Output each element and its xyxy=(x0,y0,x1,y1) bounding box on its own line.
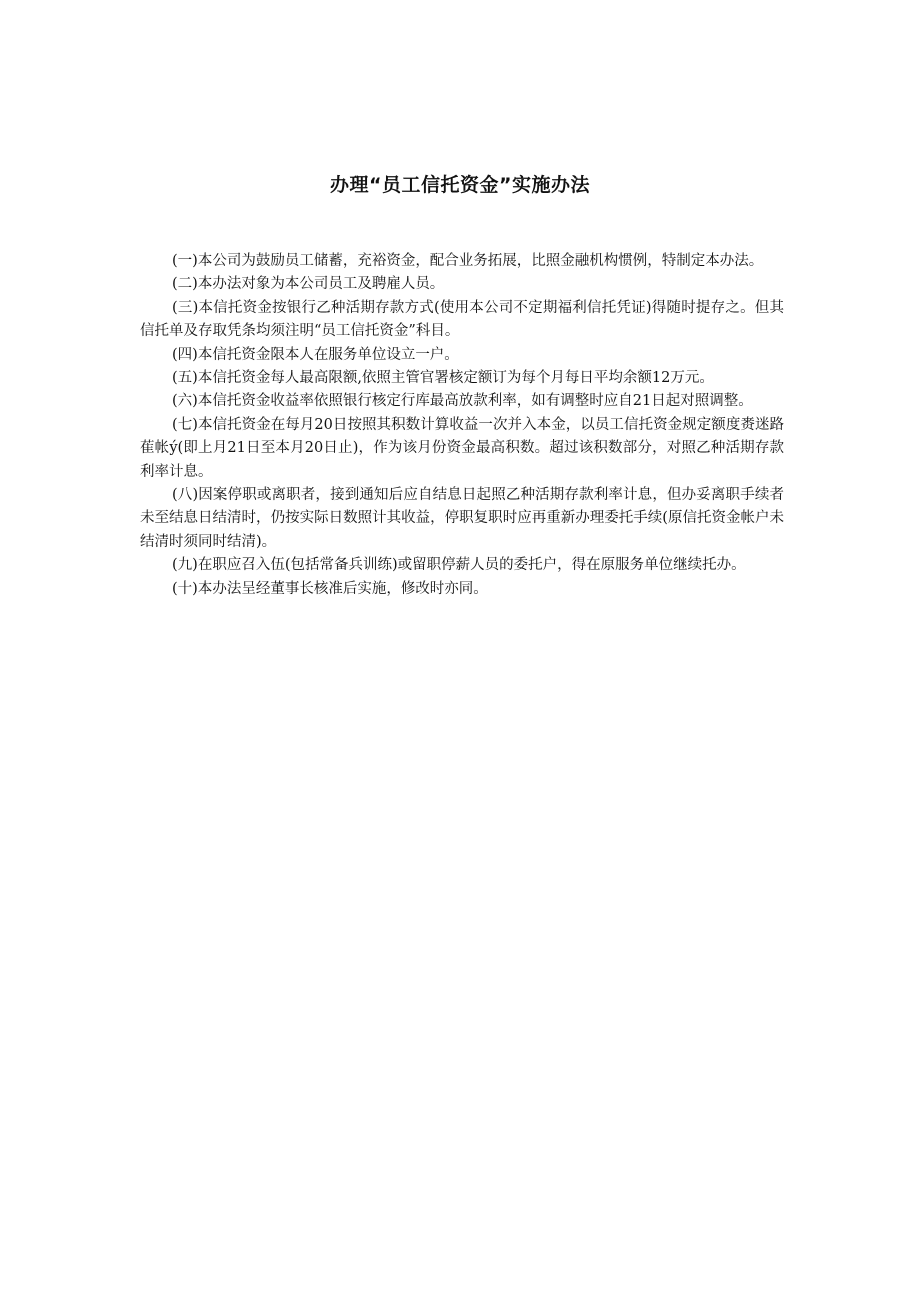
clause-9: (九)在职应召入伍(包括常备兵训练)或留职停薪人员的委托户，得在原服务单位继续托办。 xyxy=(172,557,746,574)
clause-2: (二)本办法对象为本公司员工及聘雇人员。 xyxy=(172,276,445,293)
document-title: 办理“员工信托资金”实施办法 xyxy=(330,174,590,196)
clause-6: (六)本信托资金收益率依照银行核定行库最高放款利率，如有调整时应自21日起对照调整。 xyxy=(172,393,753,410)
clause-7: (七)本信托资金在每月20日按照其积数计算收益一次并入本金，以员工信托资金规定额度赉迷路萑帐ý(即上月21日至本月20日止)，作为该月份资金最高积数。超过该积数部分，对照乙种活期存款利率计息。 xyxy=(140,416,784,480)
clause-5: (五)本信托资金每人最高限额,依照主管官署核定额订为每个月每日平均余额12万元。 xyxy=(172,370,714,387)
clause-1: (一)本公司为鼓励员工储蓄，充裕资金，配合业务拓展，比照金融机构惯例，特制定本办法。 xyxy=(172,253,764,269)
clause-4: (四)本信托资金限本人在服务单位设立一户。 xyxy=(172,346,459,363)
clause-10: (十)本办法呈经董事长核准后实施，修改时亦同。 xyxy=(172,580,488,597)
document-body xyxy=(140,250,784,601)
clause-8: (八)因案停职或离职者，接到通知后应自结息日起照乙种活期存款利率计息，但办妥离职手续者未至结息日结清时，仍按实际日数照计其收益，停职复职时应再重新办理委托手续(原信托资金帐户未结清时须同时结清)。 xyxy=(140,487,784,550)
clause-3: (三)本信托资金按银行乙种活期存款方式(使用本公司不定期福利信托凭证)得随时提存之。但其信托单及存取凭条均须注明“员工信托资金”科目。 xyxy=(140,299,784,340)
